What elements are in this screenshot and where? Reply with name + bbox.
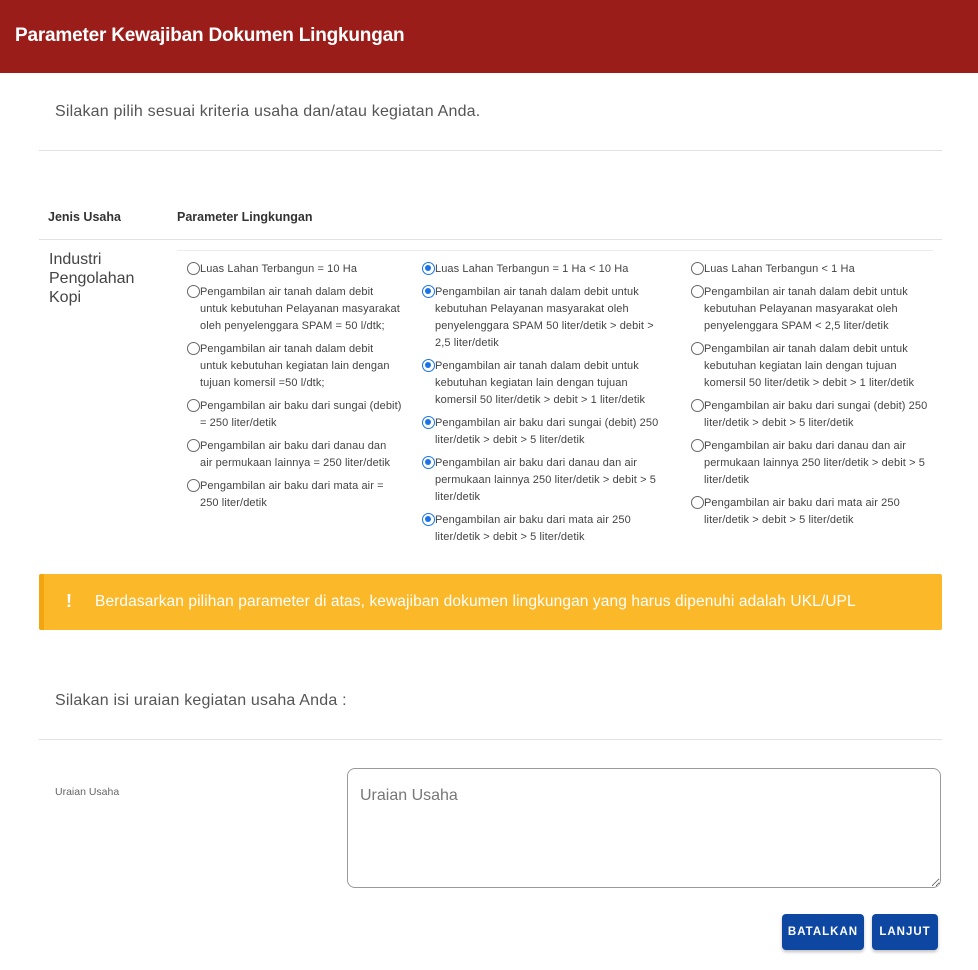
radio-unchecked[interactable] [691,285,704,298]
parameter-option-label: Pengambilan air baku dari mata air = 250 liter/detik [200,480,384,509]
parameter-option-label: Pengambilan air tanah dalam debit untuk kebutuhan Pelayanan masyarakat oleh penyelenggara SPAM = 50 l/dtk; [200,286,400,332]
radio-unchecked[interactable] [691,399,704,412]
radio-checked[interactable] [422,359,435,372]
radio-unchecked[interactable] [691,439,704,452]
result-alert [39,574,942,630]
parameter-option-label: Pengambilan air baku dari danau dan air permukaan lainnya 250 liter/detik > debit > 5 liter/detik [704,440,925,486]
cancel-button[interactable]: BATALKAN [782,914,864,950]
parameter-option[interactable] [422,284,667,352]
parameter-option-label: Pengambilan air baku dari sungai (debit) = 250 liter/detik [200,400,402,429]
exclamation-icon: ! [66,591,72,611]
radio-checked[interactable] [422,456,435,469]
parameter-option-label: Pengambilan air baku dari sungai (debit) 250 liter/detik > debit > 5 liter/detik [435,417,659,446]
parameter-option-label: Luas Lahan Terbangun = 10 Ha [200,263,358,275]
parameter-option[interactable] [422,261,667,278]
parameter-option-label: Pengambilan air baku dari mata air 250 liter/detik > debit > 5 liter/detik [704,497,900,526]
parameter-option[interactable] [187,261,402,278]
radio-unchecked[interactable] [691,262,704,275]
uraian-usaha-label: Uraian Usaha [55,786,120,798]
table-header-divider [39,239,942,240]
column-header-parameter-lingkungan: Parameter Lingkungan [177,210,313,224]
parameter-option[interactable] [691,438,931,489]
parameter-option[interactable] [422,358,667,409]
parameter-option-label: Pengambilan air tanah dalam debit untuk kebutuhan Pelayanan masyarakat oleh penyelenggara SPAM < 2,5 liter/detik [704,286,908,332]
parameter-option-label: Pengambilan air baku dari danau dan air permukaan lainnya = 250 liter/detik [200,440,391,469]
parameter-option-label: Luas Lahan Terbangun = 1 Ha < 10 Ha [435,263,629,275]
radio-unchecked[interactable] [187,342,200,355]
parameter-option[interactable] [422,415,667,449]
radio-checked[interactable] [422,285,435,298]
divider [39,150,942,151]
parameter-option-label: Pengambilan air baku dari sungai (debit) 250 liter/detik > debit > 5 liter/detik [704,400,928,429]
parameter-option-label: Pengambilan air tanah dalam debit untuk kebutuhan kegiatan lain dengan tujuan komersil =50 l/dtk; [200,343,390,389]
radio-unchecked[interactable] [187,399,200,412]
parameter-option[interactable] [691,261,931,278]
parameter-option[interactable] [187,478,402,512]
parameter-option[interactable] [691,495,931,529]
intro-text: Silakan pilih sesuai kriteria usaha dan/atau kegiatan Anda. [55,103,481,120]
radio-checked[interactable] [422,416,435,429]
parameter-column-small [691,261,931,535]
parameter-option-label: Pengambilan air baku dari mata air 250 liter/detik > debit > 5 liter/detik [435,514,631,543]
parameter-option[interactable] [187,438,402,472]
parameter-option[interactable] [422,455,667,506]
parameter-option[interactable] [422,512,667,546]
parameter-option[interactable] [187,398,402,432]
radio-unchecked[interactable] [187,285,200,298]
parameter-option-label: Pengambilan air tanah dalam debit untuk kebutuhan kegiatan lain dengan tujuan komersil 50 liter/detik > debit > 1 liter/detik [435,360,646,406]
options-divider [177,250,933,251]
divider [39,739,942,740]
parameter-option[interactable] [691,341,931,392]
radio-checked[interactable] [422,513,435,526]
parameter-column-large [187,261,402,518]
radio-unchecked[interactable] [691,496,704,509]
parameter-option[interactable] [187,341,402,392]
parameter-option-label: Pengambilan air baku dari danau dan air permukaan lainnya 250 liter/detik > debit > 5 liter/detik [435,457,656,503]
alert-message: Berdasarkan pilihan parameter di atas, kewajiban dokumen lingkungan yang harus dipenuhi adalah UKL/UPL [95,593,856,610]
radio-unchecked[interactable] [187,439,200,452]
radio-unchecked[interactable] [691,342,704,355]
radio-checked[interactable] [422,262,435,275]
description-prompt: Silakan isi uraian kegiatan usaha Anda : [55,692,347,709]
page-title: Parameter Kewajiban Dokumen Lingkungan [15,25,405,46]
parameter-option-label: Pengambilan air tanah dalam debit untuk kebutuhan Pelayanan masyarakat oleh penyelenggara SPAM 50 liter/detik > debit > 2,5 liter/detik [435,286,654,349]
page-header [0,0,978,73]
parameter-option-label: Luas Lahan Terbangun < 1 Ha [704,263,855,275]
uraian-usaha-textarea[interactable] [347,768,941,888]
business-type: Industri Pengolahan Kopi [49,251,135,306]
parameter-option[interactable] [691,284,931,335]
radio-unchecked[interactable] [187,262,200,275]
radio-unchecked[interactable] [187,479,200,492]
parameter-option-label: Pengambilan air tanah dalam debit untuk kebutuhan kegiatan lain dengan tujuan komersil 50 liter/detik > debit > 1 liter/detik [704,343,915,389]
parameter-option[interactable] [691,398,931,432]
parameter-option[interactable] [187,284,402,335]
next-button[interactable]: LANJUT [872,914,938,950]
parameter-column-medium [422,261,667,552]
column-header-jenis-usaha: Jenis Usaha [48,210,121,224]
